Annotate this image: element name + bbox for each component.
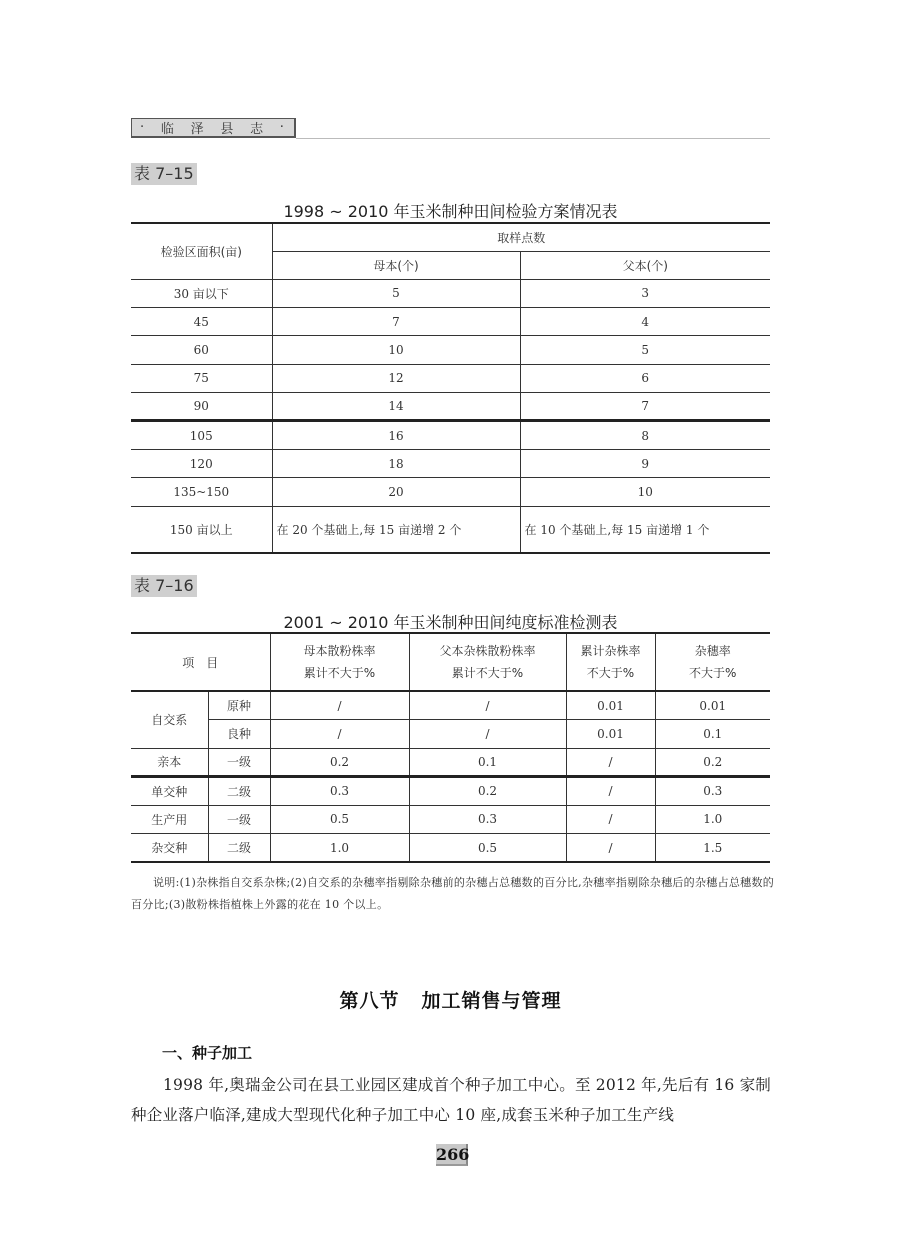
section-title [131,986,770,1013]
running-head [131,118,296,138]
cell-female: 7 [272,307,520,335]
cell-category: 生产用 [131,805,208,834]
cell-value: 0.5 [409,834,566,863]
header-area: 检验区面积(亩) [131,223,272,279]
header-female: 母本(个) [272,251,520,279]
table-row [131,364,770,392]
cell-male: 4 [520,307,770,335]
cell-value: 0.01 [566,691,655,720]
cell-value: 0.01 [566,720,655,749]
header-female-shedding [270,633,409,691]
cell-value: 1.5 [655,834,770,863]
cell-value: 0.1 [655,720,770,749]
cell-area: 90 [131,393,272,421]
running-head-char: 泽 [190,122,206,137]
table-7-16-title: 2001 ~ 2010 年玉米制种田间纯度标准检测表 [283,613,618,632]
page-number: 266 [436,1145,470,1164]
cell-female: 14 [272,393,520,421]
cell-male: 9 [520,449,770,477]
header-offtype-ears [655,633,770,691]
cell-grade: 原种 [208,691,270,720]
cell-value: 0.3 [655,777,770,806]
cell-grade: 良种 [208,720,270,749]
table-row [131,478,770,506]
table-row [131,449,770,477]
cell-value: / [566,777,655,806]
cell-area: 60 [131,336,272,364]
cell-area: 135~150 [131,478,272,506]
table-row [131,805,770,834]
cell-value: / [566,834,655,863]
cell-area: 150 亩以上 [131,506,272,553]
cell-value: 0.2 [655,748,770,777]
header-line: 母本散粉株率 [303,644,376,658]
cell-value: / [566,748,655,777]
cell-male: 5 [520,336,770,364]
cell-area: 45 [131,307,272,335]
cell-grade: 一级 [208,805,270,834]
cell-value: 0.3 [270,777,409,806]
cell-value: 0.2 [409,777,566,806]
running-head-dot: · [140,120,147,135]
table-row [131,777,770,806]
cell-grade: 二级 [208,834,270,863]
cell-value: / [270,691,409,720]
cell-value: / [409,720,566,749]
header-line: 累计杂株率 [580,644,641,658]
cell-value: 0.1 [409,748,566,777]
cell-area: 120 [131,449,272,477]
cell-category: 亲本 [131,748,208,777]
table-row [131,393,770,421]
table-7-15-title: 1998 ~ 2010 年玉米制种田间检验方案情况表 [283,202,618,221]
cell-category: 单交种 [131,777,208,806]
header-male-offtype-shedding [409,633,566,691]
header-line: 累计不大于% [451,666,524,680]
table-row [131,506,770,553]
cell-female: 20 [272,478,520,506]
cell-male: 8 [520,421,770,449]
cell-grade: 二级 [208,777,270,806]
header-cumulative-offtype [566,633,655,691]
running-head-char: 志 [250,122,266,137]
table-row [131,834,770,863]
cell-value: 0.3 [409,805,566,834]
cell-male: 在 10 个基础上,每 15 亩递增 1 个 [520,506,770,553]
header-line: 累计不大于% [303,666,376,680]
table-7-15 [131,222,770,554]
running-head-char: 县 [220,122,236,137]
cell-value: / [270,720,409,749]
header-male: 父本(个) [520,251,770,279]
cell-female: 10 [272,336,520,364]
table-row [131,421,770,449]
running-head-char: 临 [160,122,176,137]
subheading: 一、种子加工 [162,1044,253,1062]
cell-value: 0.2 [270,748,409,777]
cell-value: 1.0 [270,834,409,863]
cell-male: 10 [520,478,770,506]
table-7-16 [131,632,770,863]
cell-female: 12 [272,364,520,392]
section-number: 第八节 [339,990,400,1012]
table-row [131,279,770,307]
table-row [131,720,770,749]
table-row [131,336,770,364]
body-paragraph: 1998 年,奥瑞金公司在县工业园区建成首个种子加工中心。至 2012 年,先后有 16 家制种企业落户临泽,建成大型现代化种子加工中心 10 座,成套玉米种子加工生产线 [131,1076,771,1124]
header-line: 杂穗率 [694,644,731,658]
table-row [131,691,770,720]
cell-value: / [409,691,566,720]
running-head-dot: · [279,120,286,135]
table-7-16-tag: 表 7–16 [131,575,197,597]
table-note: 说明:(1)杂株指自交系杂株;(2)自交系的杂穗率指剔除杂穗前的杂穗占总穗数的百分比,杂穗率指剔除杂穗后的杂穗占总穗数的百分比;(3)散粉株指植株上外露的花在 10 个以上。 [131,876,775,911]
header-line: 父本杂株散粉株率 [439,644,536,658]
cell-male: 7 [520,393,770,421]
table-7-15-tag: 表 7–15 [131,163,197,185]
cell-value: 0.5 [270,805,409,834]
header-line: 不大于% [586,666,635,680]
cell-area: 75 [131,364,272,392]
header-line: 不大于% [689,666,737,680]
section-name: 加工销售与管理 [421,990,562,1012]
cell-category: 杂交种 [131,834,208,863]
cell-male: 3 [520,279,770,307]
cell-area: 105 [131,421,272,449]
header-item: 项 目 [131,633,270,691]
cell-area: 30 亩以下 [131,279,272,307]
table-row [131,748,770,777]
cell-female: 16 [272,421,520,449]
cell-female: 5 [272,279,520,307]
header-rule [296,138,770,139]
cell-value: 1.0 [655,805,770,834]
header-sample-points: 取样点数 [272,223,770,251]
cell-female: 在 20 个基础上,每 15 亩递增 2 个 [272,506,520,553]
cell-value: / [566,805,655,834]
cell-category: 自交系 [131,691,208,748]
cell-value: 0.01 [655,691,770,720]
cell-female: 18 [272,449,520,477]
cell-grade: 一级 [208,748,270,777]
cell-male: 6 [520,364,770,392]
table-row [131,307,770,335]
